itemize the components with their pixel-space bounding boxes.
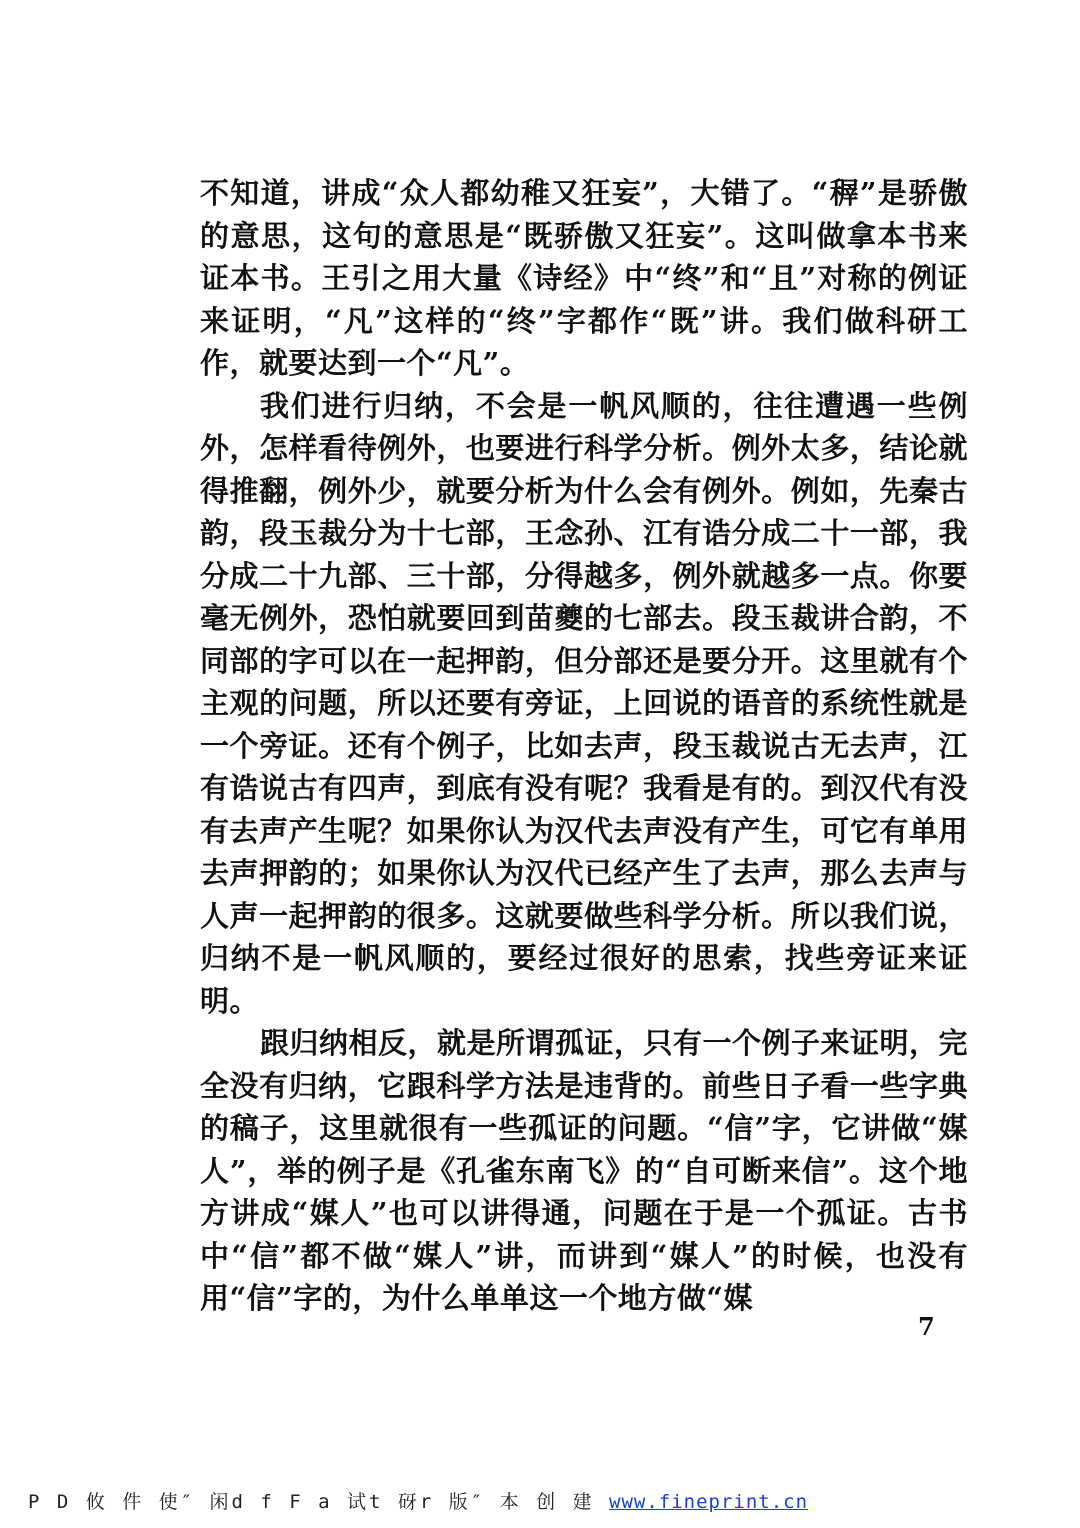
footer-link[interactable]: www.fineprint.cn: [609, 1491, 809, 1513]
pdf-watermark-footer: [28, 1487, 808, 1514]
paragraph-continuation: 不知道，讲成“众人都幼稚又狂妄”，大错了。“稺”是骄傲的意思，这句的意思是“既骄傲又狂妄”。这叫做拿本书来证本书。王引之用大量《诗经》中“终”和“且”对称的例证来证明，“凡”这样的“终”字都作“既”讲。我们做科研工作，就要达到一个“凡”。: [200, 176, 968, 380]
body-text: [200, 172, 968, 1320]
footer-watermark-text: P D 攸 件 使″ 闲d f F a 试t 砑r 版″ 本 创 建: [28, 1491, 595, 1513]
page-number: 7: [918, 1312, 935, 1341]
paragraph-isolated-evidence: 跟归纳相反，就是所谓孤证，只有一个例子来证明，完全没有归纳，它跟科学方法是违背的。前些日子看一些字典的稿子，这里就很有一些孤证的问题。“信”字，它讲做“媒人”，举的例子是《孔雀东南飞》的“自可断来信”。这个地方讲成“媒人”也可以讲得通，问题在于是一个孤证。古书中“信”都不做“媒人”讲，而讲到“媒人”的时候，也没有用“信”字的，为什么单单这一个地方做“媒: [200, 1026, 969, 1315]
paragraph-induction-exceptions: 我们进行归纳，不会是一帆风顺的，往往遭遇一些例外，怎样看待例外，也要进行科学分析。例外太多，结论就得推翻，例外少，就要分析为什么会有例外。例如，先秦古韵，段玉裁分为十七部，王念孙、江有诰分成二十一部，我分成二十九部、三十部，分得越多，例外就越多一点。你要毫无例外，恐怕就要回到苗夔的七部去。段玉裁讲合韵，不同部的字可以在一起押韵，但分部还是要分开。这里就有个主观的问题，所以还要有旁证，上回说的语音的系统性就是一个旁证。还有个例子，比如去声，段玉裁说古无去声，江有诰说古有四声，到底有没有呢？我看是有的。到汉代有没有去声产生呢？如果你认为汉代去声没有产生，可它有单用去声押韵的；如果你认为汉代已经产生了去声，那么去声与人声一起押韵的很多。这就要做些科学分析。所以我们说，归纳不是一帆风顺的，要经过很好的思索，找些旁证来证明。: [200, 388, 968, 1018]
